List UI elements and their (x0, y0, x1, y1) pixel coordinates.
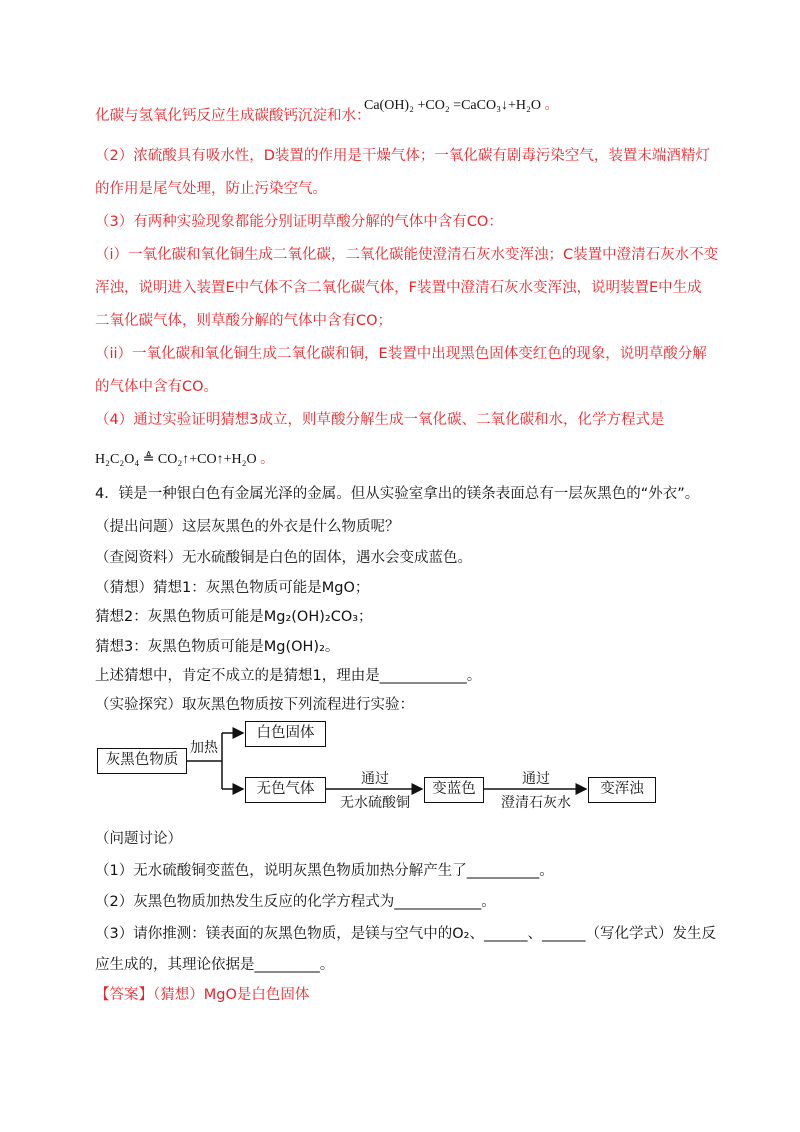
equation-caoh2-co2-text: Ca(OH)₂ +CO₂ =CaCO₃↓+H₂O (364, 98, 541, 113)
answer-line-6: 浑浊，说明进入装置E中气体不含二氧化碳气体，F装置中澄清石灰水变浑浊，说明装置E中生成 (95, 280, 702, 296)
guess-3: 猜想3：灰黑色物质可能是Mg(OH)₂。 (95, 639, 340, 655)
question-4-intro: 4．镁是一种银白色有金属光泽的金属。但从实验室拿出的镁条表面总有一层灰黑色的“外衣”。 (95, 486, 700, 502)
flow-box-turbid: 变浑浊 (588, 777, 656, 803)
answer-line-4: （3）有两种实验现象都能分别证明草酸分解的气体中含有CO： (95, 214, 503, 230)
answer-line-1-text: 化碳与氢氧化钙反应生成碳酸钙沉淀和水： (95, 108, 371, 124)
answer-line-10: （4）通过实验证明猜想3成立，则草酸分解生成一氧化碳、二氧化碳和水，化学方程式是 (95, 412, 665, 428)
equation-oxalic-text: H₂C₂O₄ ≜ CO₂↑+CO↑+H₂O (95, 452, 257, 467)
flow-label-copper-sulfate: 无水硫酸铜 (340, 795, 410, 811)
answer-line-3: 的作用是尾气处理，防止污染空气。 (95, 181, 327, 197)
experiment-intro: （实验探究）取灰黑色物质按下列流程进行实验： (95, 697, 414, 713)
question-4-info: （查阅资料）无水硫酸铜是白色的固体，遇水会变成蓝色。 (95, 550, 472, 566)
invalid-guess-question: 上述猜想中，肯定不成立的是猜想1，理由是____________。 (95, 668, 482, 684)
discussion-q3-line2: 应生成的，其理论依据是_________。 (95, 957, 335, 973)
discussion-q3-line1: （3）请你推测：镁表面的灰黑色物质，是镁与空气中的O₂、______、______（写化学式）发生反 (95, 926, 716, 942)
flow-box-colorless-gas: 无色气体 (245, 777, 326, 803)
guess-1: （猜想）猜想1：灰黑色物质可能是MgO； (95, 580, 370, 596)
answer-line-5: （i）一氧化碳和氧化铜生成二氧化碳，二氧化碳能使澄清石灰水变浑浊；C装置中澄清石灰水不变 (95, 247, 719, 263)
flow-box-white-solid: 白色固体 (245, 721, 326, 747)
flow-label-pass-1: 通过 (361, 771, 389, 787)
discussion-q2: （2）灰黑色物质加热发生反应的化学方程式为____________。 (95, 894, 496, 910)
flow-label-limewater: 澄清石灰水 (501, 795, 571, 811)
flow-label-pass-2: 通过 (522, 771, 550, 787)
guess-2: 猜想2：灰黑色物质可能是Mg₂(OH)₂CO₃； (95, 609, 373, 625)
flow-box-start: 灰黑色物质 (97, 748, 187, 774)
answer-line-8: （ii）一氧化碳和氧化铜生成二氧化碳和铜，E装置中出现黑色固体变红色的现象，说明草酸分解 (95, 346, 707, 362)
equation-end-mark: 。 (540, 98, 559, 113)
answer-line-7: 二氧化碳气体，则草酸分解的气体中含有CO； (95, 313, 393, 329)
flow-label-heat: 加热 (190, 740, 218, 756)
answer-line (95, 985, 309, 1005)
answer-line-2: （2）浓硫酸具有吸水性，D装置的作用是干燥气体；一氧化碳有剧毒污染空气，装置末端酒精灯 (95, 148, 710, 164)
answer-text: （猜想）MgO是白色固体 (153, 987, 310, 1003)
discussion-heading: （问题讨论） (95, 831, 182, 847)
question-4-ask: （提出问题）这层灰黑色的外衣是什么物质呢？ (95, 519, 400, 535)
answer-tag: 【答案】 (95, 987, 153, 1003)
discussion-q1: （1）无水硫酸铜变蓝色，说明灰黑色物质加热分解产生了__________。 (95, 863, 554, 879)
answer-line-9: 的气体中含有CO。 (95, 379, 219, 395)
equation-end-mark-2: 。 (256, 452, 275, 467)
flow-box-turns-blue: 变蓝色 (424, 777, 484, 803)
